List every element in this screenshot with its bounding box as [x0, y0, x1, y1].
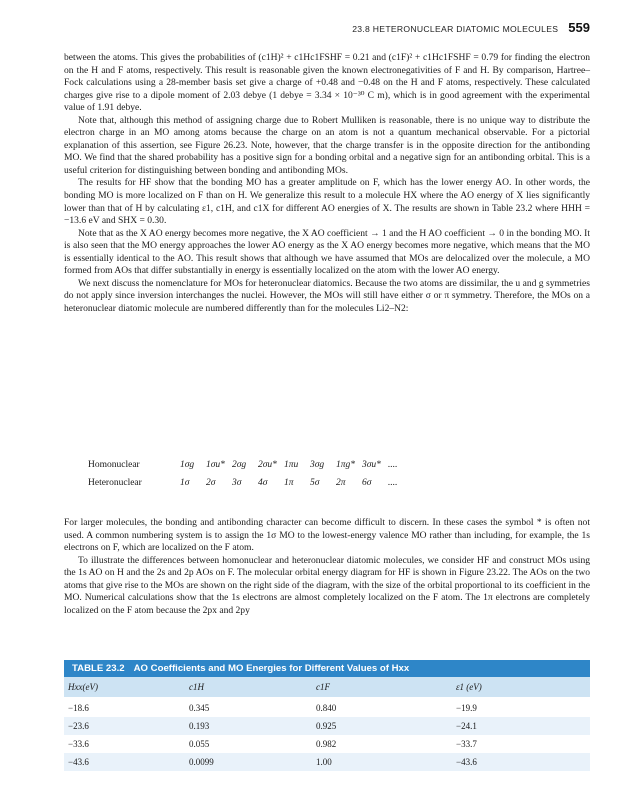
table-header-cell: c1F — [316, 682, 330, 692]
table-header-row — [64, 677, 590, 697]
table-cell: −19.9 — [456, 703, 477, 713]
page-number: 559 — [568, 20, 590, 35]
paragraph: between the atoms. This gives the probabilities of (c1H)² + c1Hc1FSHF = 0.21 and (c1F)² + c1Hc1FSHF = 0.79 for finding the electron on the H and F atoms, respectively. This result is reasonable given the known electronegativities of F and H. By comparison, Hartree–Fock calculations using a 28-member basis set give a charge of +0.48 and −0.48 on the H and F atoms, respectively. These calculated charges give rise to a dipole moment of 2.03 debye (1 debye = 3.34 × 10⁻³⁰ C m), which is in good agreement with the experimental value of 1.91 debye. — [64, 52, 590, 114]
table-cell: −18.6 — [68, 703, 89, 713]
table-cell: −33.7 — [456, 739, 477, 749]
table-cell: −43.6 — [68, 757, 89, 767]
body-text-continued — [64, 517, 590, 617]
running-header — [64, 20, 590, 40]
table-cell: 0.0099 — [189, 757, 214, 767]
table-cell: −24.1 — [456, 721, 477, 731]
mo-symbol: 2σ — [206, 478, 216, 488]
table-number: TABLE 23.2 — [72, 663, 125, 674]
mo-row-heteronuclear — [88, 478, 428, 488]
mo-symbol: 2σu* — [258, 460, 277, 470]
table-row — [64, 735, 590, 753]
mo-symbol: 3σ — [232, 478, 242, 488]
mo-symbol: 3σg — [310, 460, 325, 470]
table-cell: 0.345 — [189, 703, 210, 713]
paragraph: We next discuss the nomenclature for MOs for heteronuclear diatomics. Because the two atoms are dissimilar, the u and g symmetries do not apply since inversion interchanges the nuclei. However, the MOs will still have either σ or π symmetry. Therefore, the MOs on a heteronuclear diatomic molecule are numbered differently than for the molecules Li2–N2: — [64, 277, 590, 314]
mo-symbol: 1σ — [180, 478, 190, 488]
table-title-bar — [64, 660, 590, 677]
section-title: 23.8 HETERONUCLEAR DIATOMIC MOLECULES — [352, 24, 559, 34]
table-cell: −43.6 — [456, 757, 477, 767]
table-cell: −33.6 — [68, 739, 89, 749]
paragraph: To illustrate the differences between homonuclear and heteronuclear diatomic molecules, we consider HF and construct MOs using the 1s AO on H and the 2s and 2p AOs on F. The molecular orbital energy diagram for HF is shown in Figure 23.22. The AOs on the two atoms that give rise to the MOs are shown on the right side of the diagram, with the size of the orbital proportional to its coefficient in the MO. Numerical calculations show that the 1s electrons are almost completely localized on the F atom. The 1π electrons are completely localized on the F atom because the 2px and 2py — [64, 554, 590, 616]
mo-row-label: Heteronuclear — [88, 478, 142, 488]
mo-row-label: Homonuclear — [88, 460, 140, 470]
mo-symbol: 6σ — [362, 478, 372, 488]
mo-symbol: .... — [388, 478, 398, 488]
paragraph: The results for HF show that the bonding MO has a greater amplitude on F, which has the lower energy AO. In other words, the bonding MO is more localized on F than on H. We generalize this result to a molecule HX where the AO energy of X lies significantly lower than that of H by calculating ε1, c1H, and c1X for different AO energies of X. The results are shown in Table 23.2 where HHH = −13.6 eV and SHX = 0.30. — [64, 177, 590, 227]
mo-symbol: 2σg — [232, 460, 247, 470]
mo-symbol: 1πg* — [336, 460, 356, 470]
paragraph: For larger molecules, the bonding and antibonding character can become difficult to discern. In these cases the symbol * is often not used. A common numbering system is to assign the 1σ MO to the lowest-energy valence MO rather than including, for example, the 1s electrons on F, which are localized on the F atom. — [64, 517, 590, 554]
table-title: AO Coefficients and MO Energies for Different Values of Hxx — [133, 663, 410, 674]
table-cell: −23.6 — [68, 721, 89, 731]
table-header-cell: Hxx(eV) — [68, 682, 98, 692]
table-cell: 0.982 — [316, 739, 337, 749]
mo-symbol: 1π — [284, 478, 294, 488]
mo-symbol: 1πu — [284, 460, 299, 470]
table-header-cell: c1H — [189, 682, 204, 692]
mo-symbol: 3σu* — [362, 460, 381, 470]
mo-symbol: .... — [388, 460, 398, 470]
table-row — [64, 699, 590, 717]
table-row — [64, 717, 590, 735]
mo-symbol: 1σg — [180, 460, 195, 470]
table-cell: 1.00 — [316, 757, 332, 767]
paragraph: Note that, although this method of assigning charge due to Robert Mulliken is reasonable, there is no unique way to distribute the electron charge in an MO among atoms because the charge on an atom is not a quantum mechanical observable. For a pictorial explanation of this assertion, see Figure 26.23. Note, however, that the charge transfer is in the opposite direction for the antibonding MO. We find that the shared probability has a positive sign for a bonding orbital and a negative sign for an antibonding orbital. This is a useful criterion for distinguishing between bonding and antibonding MOs. — [64, 114, 590, 176]
mo-symbol: 4σ — [258, 478, 268, 488]
paragraph: Note that as the X AO energy becomes more negative, the X AO coefficient → 1 and the H AO coefficient → 0 in the bonding MO. It is also seen that the MO energy approaches the lower AO energy as the X AO energy becomes more negative, which means that the MO is essentially identical to the AO. This result shows that although we have assumed that MOs are delocalized over the molecule, a MO formed from AOs that differ substantially in energy is essentially localized on the atom with the lower AO energy. — [64, 227, 590, 277]
table-header-cell: ε1 (eV) — [456, 682, 482, 692]
mo-symbol: 1σu* — [206, 460, 225, 470]
mo-row-homonuclear — [88, 460, 428, 470]
table-row — [64, 753, 590, 771]
table-cell: 0.840 — [316, 703, 337, 713]
mo-symbol: 2π — [336, 478, 346, 488]
table-cell: 0.055 — [189, 739, 210, 749]
body-text — [64, 52, 590, 315]
table-cell: 0.925 — [316, 721, 337, 731]
table-cell: 0.193 — [189, 721, 210, 731]
mo-symbol: 5σ — [310, 478, 320, 488]
